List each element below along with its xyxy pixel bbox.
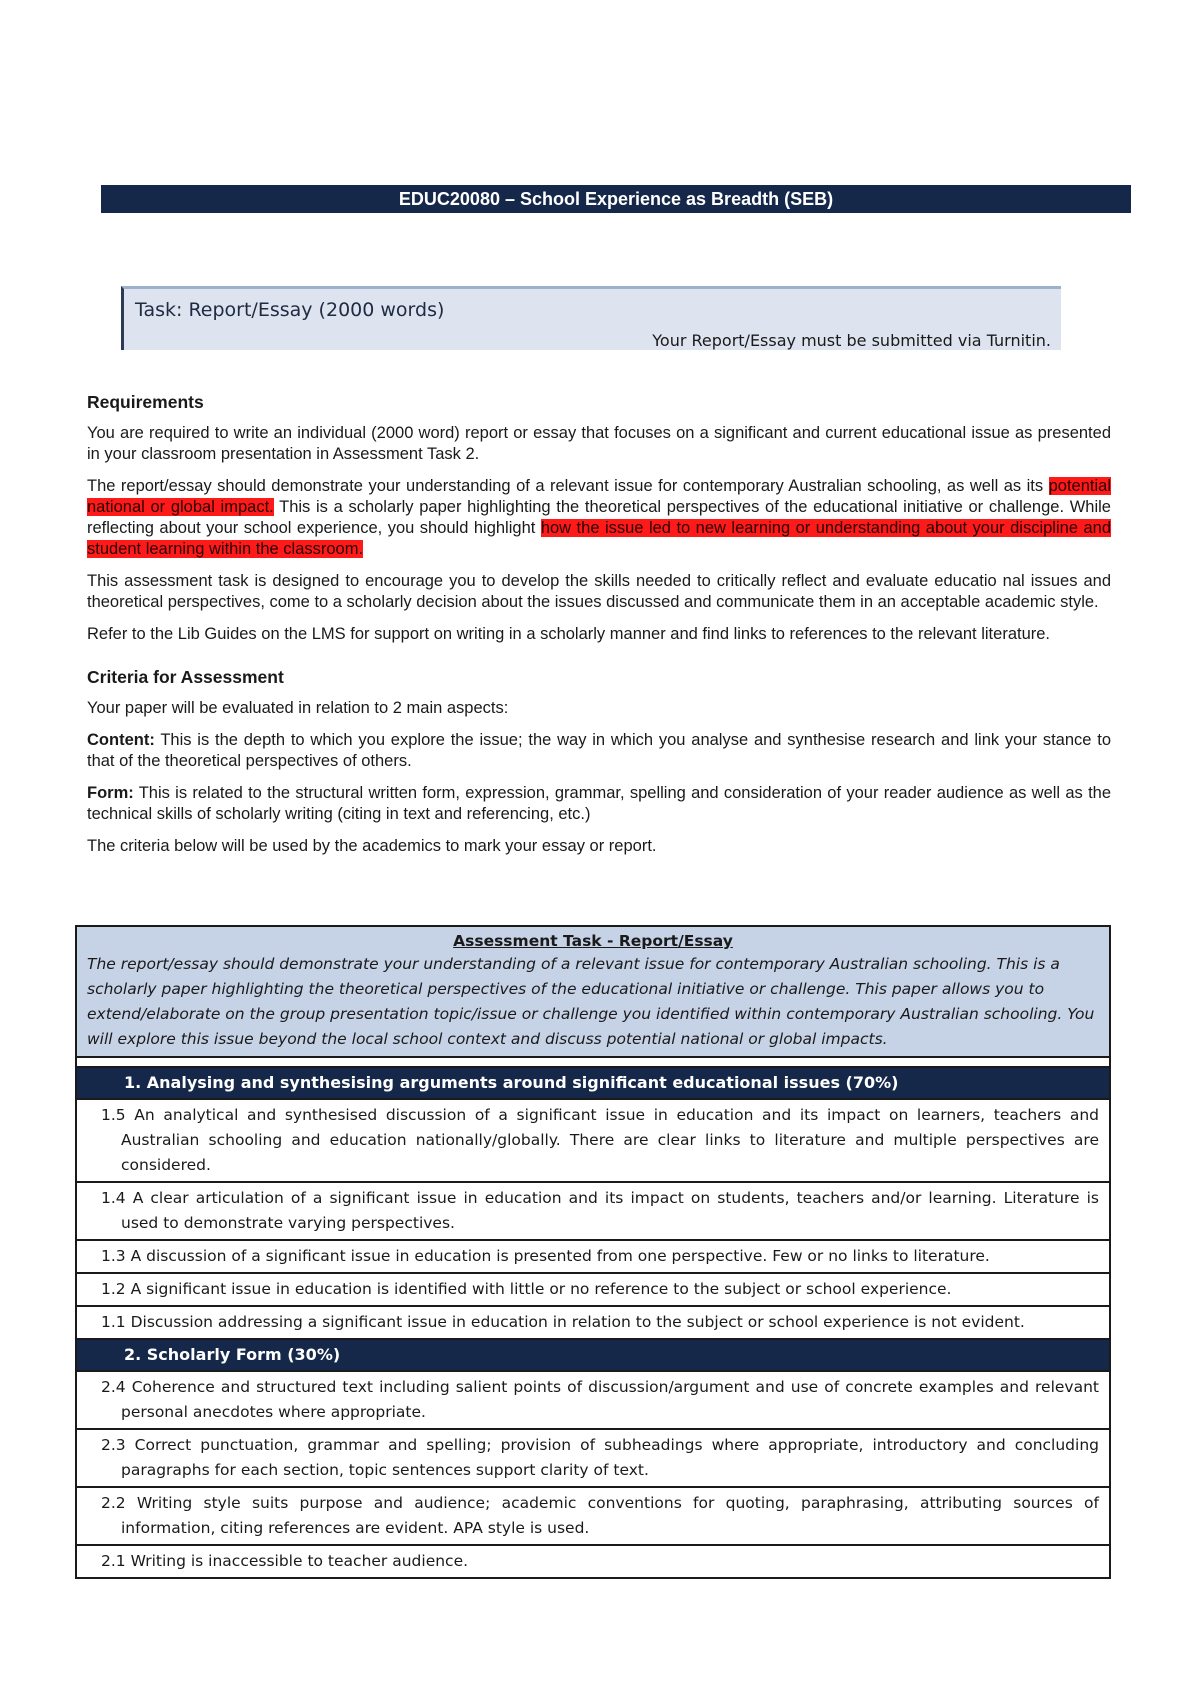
rubric-row: 1.2 A significant issue in education is identified with little or no reference to the subject or school experience. xyxy=(77,1274,1109,1307)
rubric-header xyxy=(77,927,1109,1058)
content-label: Content: xyxy=(87,731,155,749)
content-aspect xyxy=(87,730,1111,772)
rubric-table xyxy=(75,925,1111,1579)
submission-note: Your Report/Essay must be submitted via Turnitin. xyxy=(652,331,1051,350)
rubric-row: 2.2 Writing style suits purpose and audience; academic conventions for quoting, paraphrasing, attributing sources of information, citing references are evident. APA style is used. xyxy=(77,1488,1109,1546)
rubric-description: The report/essay should demonstrate your understanding of a relevant issue for contemporary Australian schooling. This is a scholarly paper highlighting the theoretical perspectives of the educational initiative or challenge. This paper allows you to extend/elaborate on the group presentation topic/issue or challenge you identified within contemporary Australian schooling. You will explore this issue beyond the local school context and discuss potential national or global impacts. xyxy=(87,955,1095,1048)
rubric-section-heading: 1. Analysing and synthesising arguments around significant educational issues (70%) xyxy=(77,1068,1109,1100)
rubric-row: 1.3 A discussion of a significant issue in education is presented from one perspective. Few or no links to literature. xyxy=(77,1241,1109,1274)
requirements-heading: Requirements xyxy=(87,392,204,412)
rubric-row: 1.4 A clear articulation of a significant issue in education and its impact on students, teachers and/or learning. Literature is used to demonstrate varying perspectives. xyxy=(77,1183,1109,1241)
content-text: This is the depth to which you explore the issue; the way in which you analyse and synthesise research and link your stance to that of the theoretical perspectives of others. xyxy=(87,731,1111,770)
rubric-row: 2.1 Writing is inaccessible to teacher audience. xyxy=(101,1552,469,1570)
requirements-paragraph-1: You are required to write an individual (2000 word) report or essay that focuses on a significant and current educational issue as presented in your classroom presentation in Assessment Task 2. xyxy=(87,424,1111,463)
requirements-paragraph-2 xyxy=(87,476,1111,560)
rubric-row: 2.4 Coherence and structured text including salient points of discussion/argument and use of concrete examples and relevant personal anecdotes where appropriate. xyxy=(77,1372,1109,1430)
requirements-paragraph-4: Refer to the Lib Guides on the LMS for support on writing in a scholarly manner and find links to references to the relevant literature. xyxy=(87,625,1051,643)
criteria-intro: Your paper will be evaluated in relation to 2 main aspects: xyxy=(87,699,509,717)
rubric-section-heading: 2. Scholarly Form (30%) xyxy=(77,1340,1109,1372)
rubric-title: Assessment Task - Report/Essay xyxy=(453,932,733,950)
course-title-bar xyxy=(101,185,1131,213)
p2-text-a: The report/essay should demonstrate your understanding of a relevant issue for contemporary Australian schooling, as well as its xyxy=(87,477,1049,495)
rubric-row: 1.1 Discussion addressing a significant issue in education in relation to the subject or school experience is not evident. xyxy=(77,1307,1109,1340)
criteria-closing: The criteria below will be used by the academics to mark your essay or report. xyxy=(87,837,657,855)
form-text: This is related to the structural written form, expression, grammar, spelling and consideration of your reader audience as well as the technical skills of scholarly writing (citing in text and referencing, etc.) xyxy=(87,784,1111,823)
p2-text-b: This is a scholarly paper highlighting the theoretical perspectives of the educational initiative or challenge. While reflecting about your school experience, you should highlight xyxy=(87,498,1111,537)
highlight-impact: potential national or global impact. xyxy=(87,477,1111,516)
rubric-spacer xyxy=(77,1058,1109,1068)
task-box xyxy=(121,286,1061,350)
course-title: EDUC20080 – School Experience as Breadth (SEB) xyxy=(398,188,834,209)
requirements-paragraph-3: This assessment task is designed to encourage you to develop the skills needed to critically reflect and evaluate educatio nal issues and theoretical perspectives, come to a scholarly decision about the issues discussed and communicate them in an acceptable academic style. xyxy=(87,572,1111,611)
form-aspect xyxy=(87,783,1111,825)
document-body xyxy=(87,392,1111,868)
highlight-learning: how the issue led to new learning or understanding about your discipline and student learning within the classroom. xyxy=(87,519,1111,558)
rubric-row: 1.5 An analytical and synthesised discussion of a significant issue in education and its impact on learners, teachers and Australian schooling and education nationally/globally. There are clear links to literature and multiple perspectives are considered. xyxy=(77,1100,1109,1183)
criteria-heading: Criteria for Assessment xyxy=(87,667,284,687)
rubric-row: 2.3 Correct punctuation, grammar and spelling; provision of subheadings where appropriate, introductory and concluding paragraphs for each section, topic sentences support clarity of text. xyxy=(77,1430,1109,1488)
form-label: Form: xyxy=(87,784,134,802)
task-title: Task: Report/Essay (2000 words) xyxy=(135,299,445,321)
